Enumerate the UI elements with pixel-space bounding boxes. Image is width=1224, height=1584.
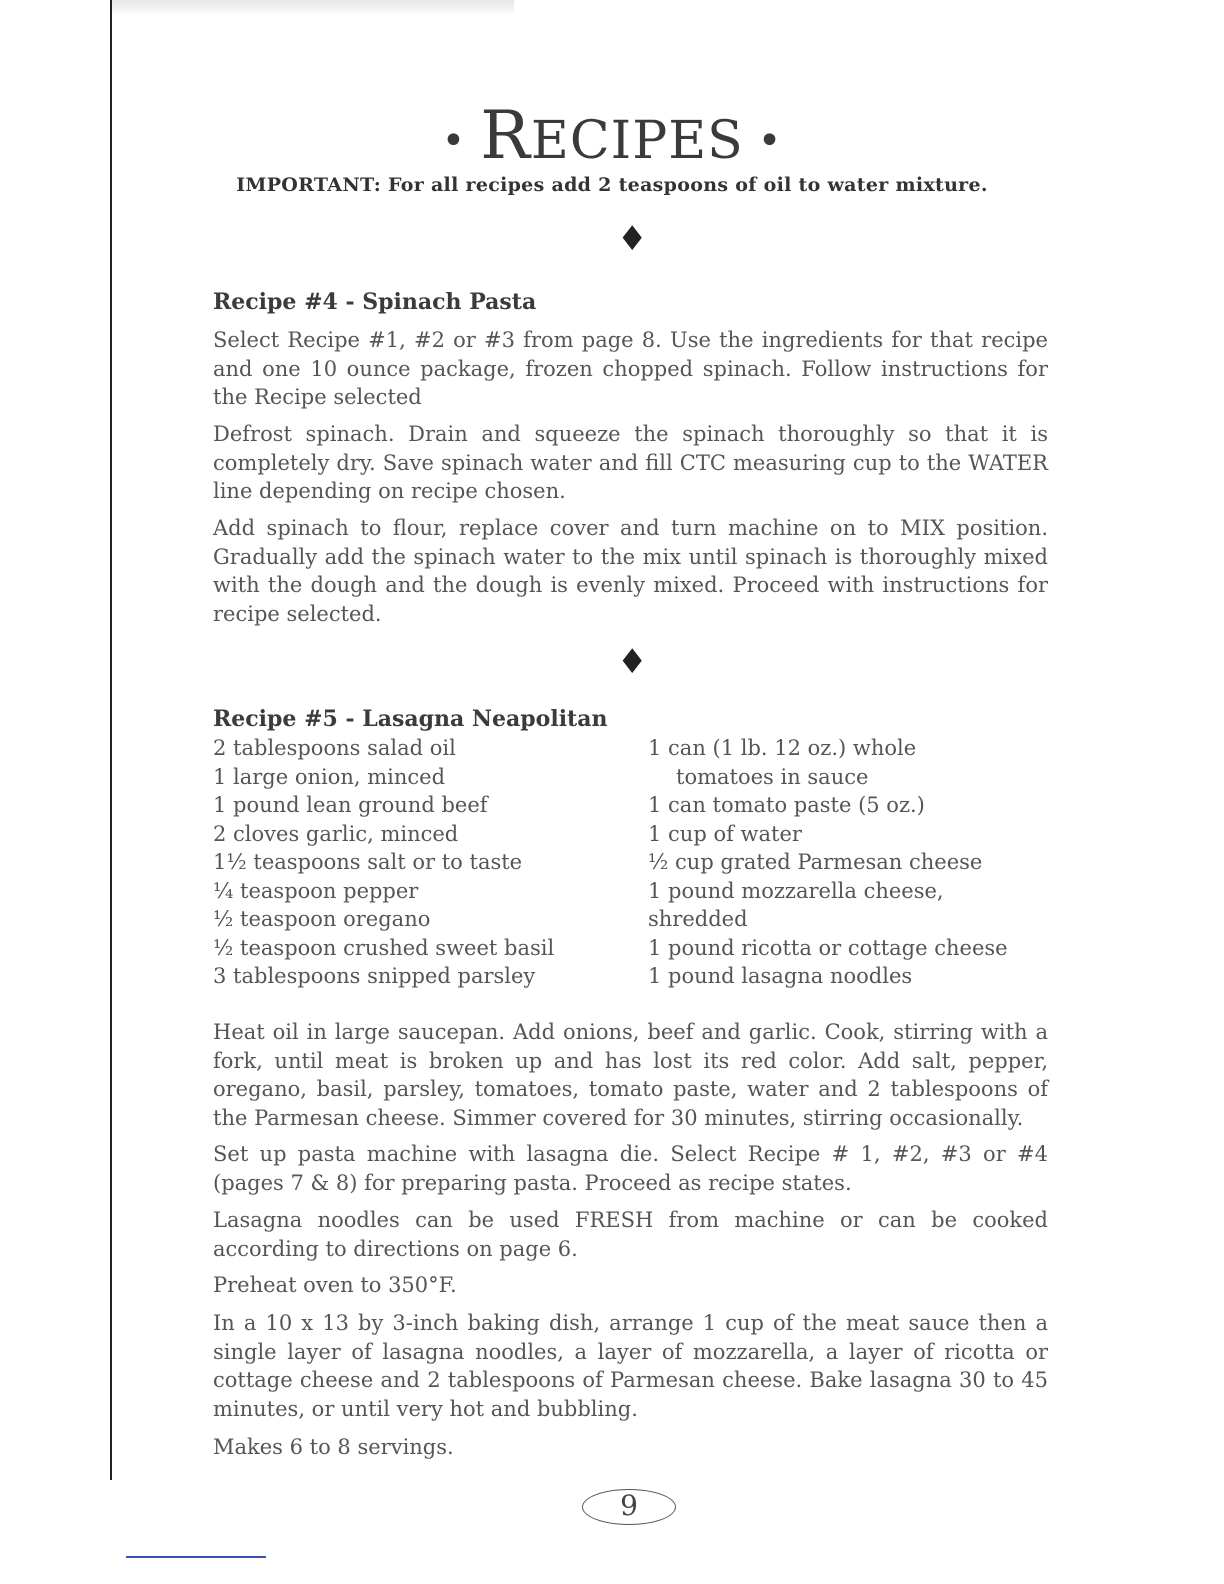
recipe5-paragraph: In a 10 x 13 by 3-inch baking dish, arrange 1 cup of the meat sauce then a single layer of lasagna noodles, a layer of mozzarella, a layer of ricotta or cottage cheese and 2 tablespoons of Parmesan cheese. Bake lasagna 30 to 45 minutes, or until very hot and bubbling. <box>213 1311 1048 1421</box>
ingredients-left-list <box>213 734 554 991</box>
page-number: 9 <box>582 1489 676 1525</box>
recipe4-paragraph: Defrost spinach. Drain and squeeze the spinach thoroughly so that it is completely dry. Save spinach water and fill CTC measuring cup to the WATER line depending on recipe chosen. <box>213 422 1048 503</box>
ingredient-item: 1½ teaspoons salt or to taste <box>213 850 523 874</box>
recipe5-heading: Recipe #5 - Lasagna Neapolitan <box>213 706 608 732</box>
diamond-divider-icon: ♦ <box>617 642 648 682</box>
recipe5-paragraph: Lasagna noodles can be used FRESH from machine or can be cooked according to directions on page 6. <box>213 1208 1048 1261</box>
ingredient-item: ½ teaspoon oregano <box>213 907 431 931</box>
ingredient-item: 1 pound mozzarella cheese, <box>648 878 944 903</box>
ingredient-item: 1 pound lean ground beef <box>213 793 488 817</box>
recipe4-paragraph: Add spinach to flour, replace cover and turn machine on to MIX position. Gradually add the spinach water to the mix until spinach is thoroughly mixed with the dough and the dough is evenly mixed. Proceed with instructions for recipe selected. <box>213 516 1048 626</box>
scan-bottom-mark <box>126 1556 266 1558</box>
ingredients-right-list <box>648 734 1008 991</box>
ingredient-item: 1 pound ricotta or cottage cheese <box>648 935 1008 960</box>
title-rest: ECIPES <box>530 111 744 171</box>
ingredient-item: ½ teaspoon crushed sweet basil <box>213 935 555 960</box>
ingredient-item: 1 can (1 lb. 12 oz.) whole <box>648 736 917 760</box>
recipe4-heading: Recipe #4 - Spinach Pasta <box>213 289 537 315</box>
ingredient-item: 1 pound lasagna noodles <box>648 964 913 988</box>
recipe5-paragraph: Makes 6 to 8 servings. <box>213 1435 454 1459</box>
ingredient-item: 2 tablespoons salad oil <box>213 736 456 760</box>
ingredient-item: shredded <box>648 907 748 931</box>
scan-top-edge <box>112 0 514 14</box>
ingredient-item: ½ cup grated Parmesan cheese <box>648 850 983 874</box>
recipe5-paragraph: Set up pasta machine with lasagna die. Select Recipe # 1, #2, #3 or #4 (pages 7 & 8) for preparing pasta. Proceed as recipe states. <box>213 1142 1048 1195</box>
page-title <box>0 96 1224 181</box>
page-binding-edge <box>110 0 112 1480</box>
ingredient-item: 2 cloves garlic, minced <box>213 821 459 846</box>
ingredient-item: 1 cup of water <box>648 821 802 846</box>
recipe4-paragraph: Select Recipe #1, #2 or #3 from page 8. Use the ingredients for that recipe and one 10 ounce package, frozen chopped spinach. Follow instructions for the Recipe selected <box>213 328 1048 409</box>
ingredient-item: tomatoes in sauce <box>676 764 869 789</box>
title-bullet-right-icon: • <box>757 118 783 164</box>
title-initial: R <box>480 97 531 174</box>
ingredient-item: 3 tablespoons snipped parsley <box>213 964 536 988</box>
title-bullet-left-icon: • <box>441 118 467 164</box>
recipe5-paragraph: Preheat oven to 350°F. <box>213 1273 457 1297</box>
important-note: IMPORTANT: For all recipes add 2 teaspoons of oil to water mixture. <box>236 174 988 196</box>
recipe5-paragraph: Heat oil in large saucepan. Add onions, beef and garlic. Cook, stirring with a fork, until meat is broken up and has lost its red color. Add salt, pepper, oregano, basil, parsley, tomatoes, tomato paste, water and 2 tablespoons of the Parmesan cheese. Simmer covered for 30 minutes, stirring occasionally. <box>213 1020 1048 1130</box>
ingredient-item: 1 can tomato paste (5 oz.) <box>648 793 925 817</box>
diamond-divider-icon: ♦ <box>617 219 648 259</box>
ingredient-item: 1 large onion, minced <box>213 764 446 789</box>
ingredient-item: ¼ teaspoon pepper <box>213 878 419 903</box>
